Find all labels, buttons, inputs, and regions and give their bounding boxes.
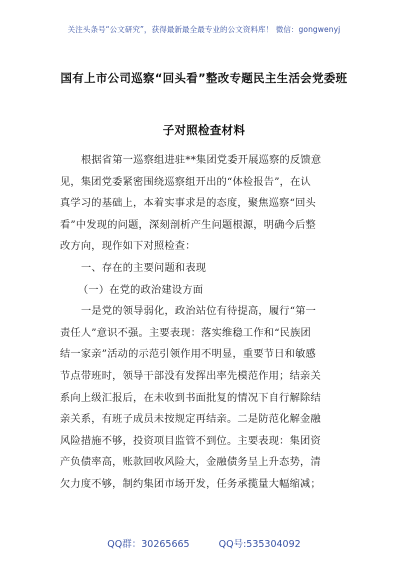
paragraph-line: 看”中发现的问题，深刻剖析产生问题根源，明确今后整 [60,219,316,231]
paragraph-line: 产负债率高，账款回收风险大，金融债务呈上升态势，清 [60,457,321,469]
paragraph-line: 风险措施不够，投资项目监管不到位。主要表现：集团资 [60,435,321,447]
section-heading: 一、存在的主要问题和表现 [81,262,207,274]
paragraph-line: 欠力度不够，制约集团市场开发，任务承揽量大幅缩减； [60,478,321,490]
paragraph-line: 见，集团党委紧密围绕巡察组开出的“体检报告”，在认 [60,176,311,188]
paragraph-line: 根据省第一巡察组进驻**集团党委开展巡察的反馈意 [81,155,322,166]
paragraph-line: 系向上级汇报后，在未收到书面批复的情况下自行解除结 [60,392,321,404]
paragraph-line: 节点带班时，领导干部没有发挥出率先模范作用；结亲关 [60,370,321,382]
document-title-line-2: 子对照检查材料 [162,123,246,137]
paragraph-line: 结一家亲”活动的示范引领作用不明显，重要节日和敏感 [60,349,316,361]
paragraph-line: 真学习的基础上，本着实事求是的态度，聚焦巡察“回头 [60,198,316,210]
paragraph-line: 改方向，现作如下对照检查： [60,241,196,253]
paragraph-line: 责任人”意识不强。主要表现：落实维稳工作和“民族团 [60,327,311,339]
paragraph-line: 一是党的领导弱化，政治站位有待提高，履行“第一 [81,306,317,318]
subsection-heading: （一）在党的政治建设方面 [78,284,204,296]
footer-contact [0,536,408,550]
footer-qq-number: QQ号:535304092 [218,539,301,550]
document-body [60,150,350,496]
footer-qq-group: QQ群：30265665 [107,539,190,550]
document-title-line-1: 国有上市公司巡察“回头看”整改专题民主生活会党委班 [60,71,348,85]
header-banner: 关注头条号“公文研究”，获得最新最全最专业的公文资料库！ 微信：gongwenyj [67,25,341,34]
paragraph-line: 亲关系，有班子成员未按规定再结亲。二是防范化解金融 [60,414,321,426]
